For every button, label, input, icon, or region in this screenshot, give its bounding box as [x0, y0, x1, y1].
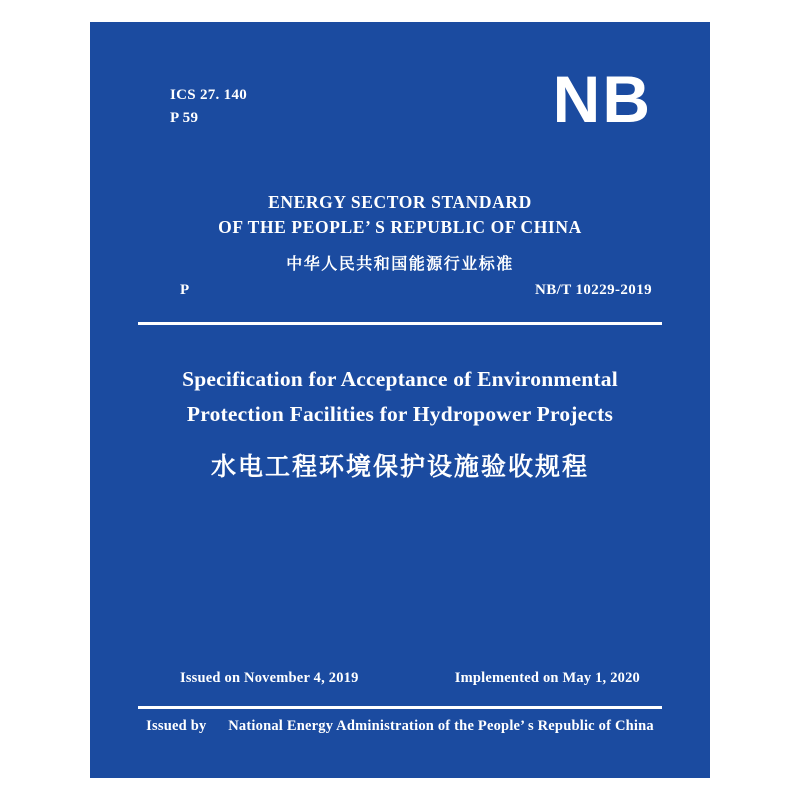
ics-number: ICS 27. 140	[170, 87, 248, 103]
standard-heading	[90, 190, 710, 274]
issued-date: Issued on November 4, 2019	[180, 670, 359, 686]
standard-number: NB/T 10229-2019	[535, 282, 652, 298]
issued-by-label: Issued by	[146, 718, 207, 734]
standard-heading-chinese: 中华人民共和国能源行业标准	[286, 253, 514, 273]
ics-block	[170, 84, 247, 131]
title-english-line1: Specification for Acceptance of Environmental	[182, 367, 618, 391]
code-row	[180, 282, 652, 299]
divider-bottom	[138, 706, 662, 709]
title-english-line2: Protection Facilities for Hydropower Projects	[186, 402, 614, 427]
dates-row	[180, 670, 640, 687]
standard-heading-line1: ENERGY SECTOR STANDARD	[268, 192, 532, 212]
class-code-left: P	[180, 282, 190, 298]
standard-heading-line2: OF THE PEOPLE’ S REPUBLIC OF CHINA	[218, 217, 582, 238]
classification-code: P 59	[170, 110, 199, 127]
divider-top	[138, 322, 662, 325]
title-chinese: 水电工程环境保护设施验收规程	[210, 451, 589, 481]
standard-cover	[90, 22, 710, 778]
issuer-name: National Energy Administration of the People’ s Republic of China	[228, 718, 654, 734]
title-block	[90, 362, 710, 483]
implemented-date: Implemented on May 1, 2020	[454, 670, 640, 686]
issued-by	[90, 718, 710, 735]
nb-logo: NB	[552, 62, 652, 136]
